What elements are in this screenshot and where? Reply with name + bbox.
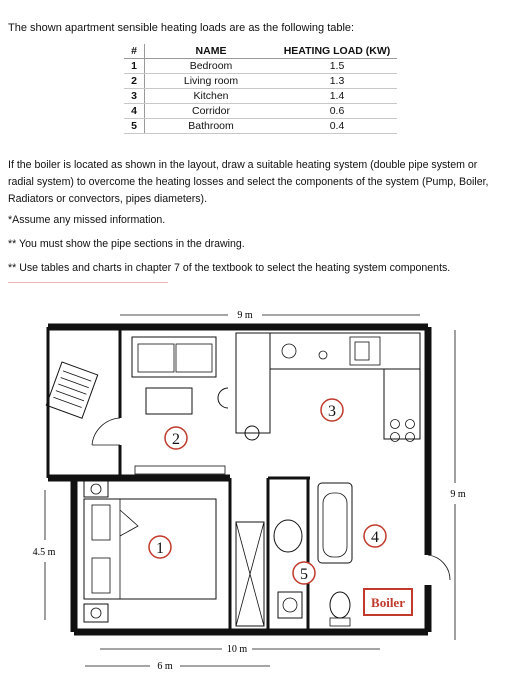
row-name: Corridor bbox=[145, 104, 278, 119]
table-row bbox=[124, 119, 397, 134]
room-label-4: 4 bbox=[371, 529, 379, 546]
row-name: Living room bbox=[145, 74, 278, 89]
table-row bbox=[124, 74, 397, 89]
intro-text: The shown apartment sensible heating loads are as the following table: bbox=[8, 22, 355, 34]
dim-top-label: 9 m bbox=[237, 310, 253, 321]
col-header-name: NAME bbox=[145, 44, 278, 59]
row-load: 0.6 bbox=[277, 104, 397, 119]
col-header-load: HEATING LOAD (KW) bbox=[277, 44, 397, 59]
room-label-5: 5 bbox=[300, 566, 308, 583]
heating-load-table bbox=[124, 44, 397, 134]
question-text: If the boiler is located as shown in the layout, draw a suitable heating system (double pipe system or radial system) to overcome the heating losses and select the components of the system (Pump, Boiler, Radiators or convectors, pipes diameters). bbox=[8, 159, 489, 205]
row-name: Bathroom bbox=[145, 119, 278, 134]
room-badge-1 bbox=[149, 536, 171, 558]
room-label-2: 2 bbox=[172, 431, 180, 448]
row-load: 0.4 bbox=[277, 119, 397, 134]
room-badge-2 bbox=[165, 427, 187, 449]
room-badge-5 bbox=[293, 562, 315, 584]
table-row bbox=[124, 89, 397, 104]
floor-plan bbox=[0, 300, 517, 700]
row-index: 2 bbox=[124, 74, 145, 89]
row-index: 1 bbox=[124, 59, 145, 74]
room-label-1: 1 bbox=[156, 540, 164, 557]
note-assume: *Assume any missed information. bbox=[8, 214, 166, 226]
row-load: 1.5 bbox=[277, 59, 397, 74]
row-name: Bedroom bbox=[145, 59, 278, 74]
boiler-label: Boiler bbox=[371, 595, 405, 610]
col-header-index: # bbox=[124, 44, 145, 59]
table-row bbox=[124, 104, 397, 119]
room-badge-3 bbox=[321, 399, 343, 421]
row-load: 1.4 bbox=[277, 89, 397, 104]
row-load: 1.3 bbox=[277, 74, 397, 89]
divider bbox=[8, 282, 168, 283]
note-pipe-sections: ** You must show the pipe sections in the drawing. bbox=[8, 238, 245, 250]
dim-bottom-inner-label: 6 m bbox=[157, 661, 173, 672]
room-badge-4 bbox=[364, 525, 386, 547]
row-index: 5 bbox=[124, 119, 145, 134]
table-header-row bbox=[124, 44, 397, 59]
note-textbook: ** Use tables and charts in chapter 7 of the textbook to select the heating system components. bbox=[8, 262, 451, 274]
room-label-3: 3 bbox=[328, 403, 336, 420]
dim-right-label: 9 m bbox=[450, 489, 466, 500]
row-name: Kitchen bbox=[145, 89, 278, 104]
dim-left-label: 4.5 m bbox=[32, 547, 56, 558]
dim-bottom-outer-label: 10 m bbox=[226, 644, 248, 655]
boiler-box bbox=[364, 589, 412, 615]
table-row bbox=[124, 59, 397, 74]
row-index: 3 bbox=[124, 89, 145, 104]
row-index: 4 bbox=[124, 104, 145, 119]
